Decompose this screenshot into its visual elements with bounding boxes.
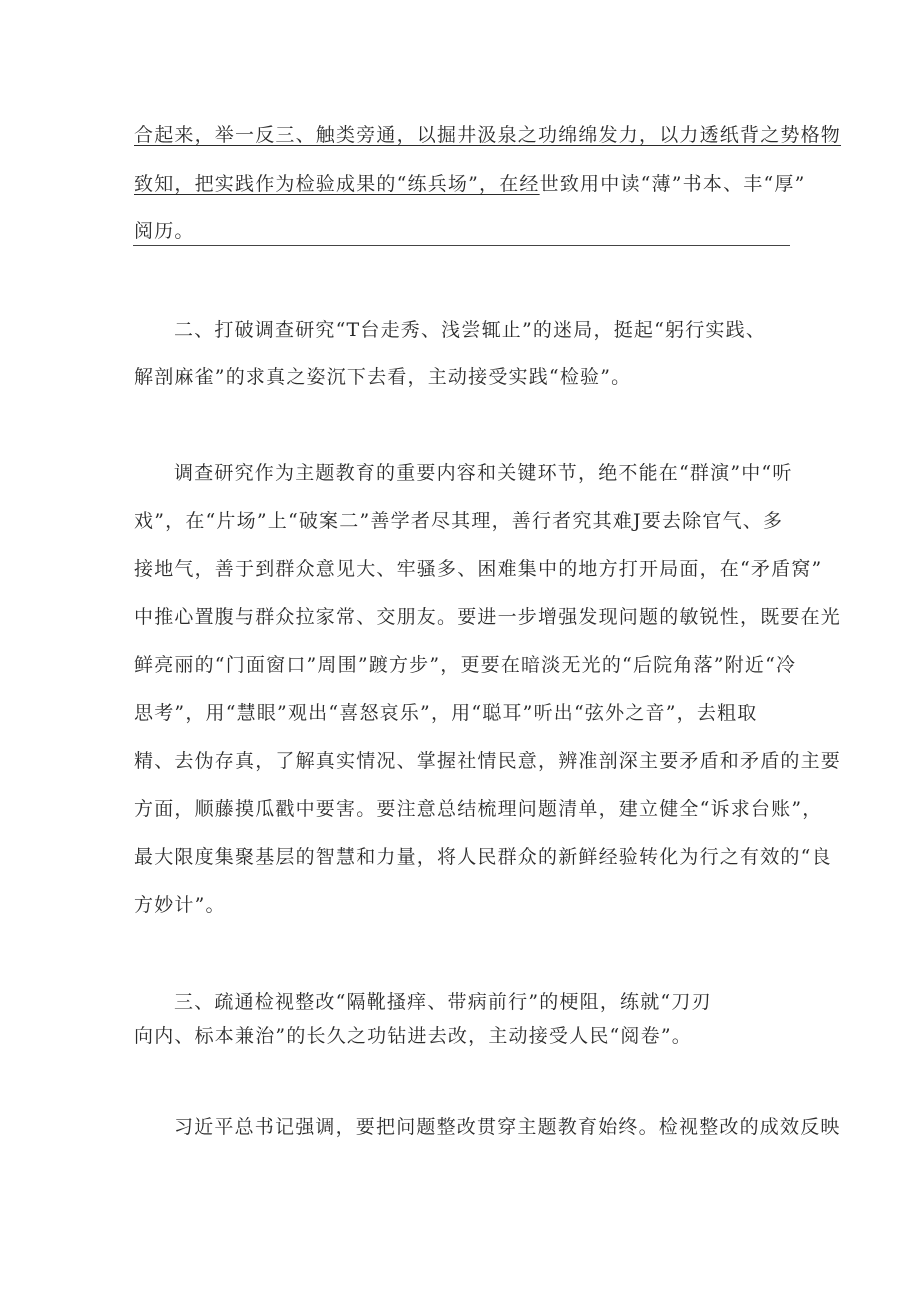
- para0-line-2: [134, 172, 806, 196]
- para3-line-1: 习近平总书记强调，要把问题整改贯穿主题教育始终。检视整改的成效反映: [174, 1116, 841, 1138]
- para2-line-2: 戏”，在“片场”上“破案二”善学者尽其理，善行者究其难J要去除官气、多: [134, 510, 784, 532]
- para2-line-9: 最大限度集聚基层的智慧和力量，将人民群众的新鲜经验转化为行之有效的“良: [134, 846, 832, 868]
- para2-line-3: 接地气，善于到群众意见大、牢骚多、困难集中的地方打开局面，在“矛盾窝”: [134, 558, 823, 580]
- para2-line-6: 思考”，用“慧眼”观出“喜怒哀乐”，用“聪耳”听出“弦外之音”，去粗取: [134, 702, 758, 724]
- para0-line-1: 合起来，举一反三、触类旁通，以掘井汲泉之功绵绵发力，以力透纸背之势格物: [134, 124, 842, 146]
- heading3-line-2: 向内、标本兼治”的长久之功钻进去改，主动接受人民“阅卷”。: [134, 1025, 692, 1047]
- para0-line-2-rest: 世致用中读“薄”书本、丰“厚”: [539, 173, 806, 195]
- para2-line-8: 方面，顺藤摸瓜戳中要害。要注意总结梳理问题清单，建立健全“诉求台账”，: [134, 798, 823, 820]
- para2-line-10: 方妙计”。: [134, 894, 226, 916]
- para2-line-5: 鲜亮丽的“门面窗口”周围”踱方步”，更要在暗淡无光的“后院角落”附近“冷: [134, 654, 797, 676]
- para0-line-3: 阅历。: [134, 220, 195, 242]
- para2-line-7: 精、去伪存真，了解真实情况、掌握社情民意，辨准剖深主要矛盾和矛盾的主要: [134, 750, 842, 772]
- para2-line-4: 中推心置腹与群众拉家常、交朋友。要进一步增强发现问题的敏锐性，既要在光: [134, 606, 842, 628]
- para2-line-1: 调查研究作为主题教育的重要内容和关键环节，绝不能在“群演”中“听: [174, 462, 793, 484]
- para0-line-2-underlined: 致知，把实践作为检验成果的“练兵场”，在经: [134, 173, 540, 195]
- heading2-line-2: 解剖麻雀”的求真之姿沉下去看，主动接受实践“检验”。: [134, 366, 632, 388]
- heading3-line-1: 三、疏通检视整改“隔靴搔痒、带病前行”的梗阻，练就“刀刃: [174, 991, 712, 1013]
- heading2-line-1: 二、打破调查研究“T台走秀、浅尝辄止”的迷局，挺起“躬行实践、: [174, 319, 767, 341]
- section-divider: [133, 245, 790, 246]
